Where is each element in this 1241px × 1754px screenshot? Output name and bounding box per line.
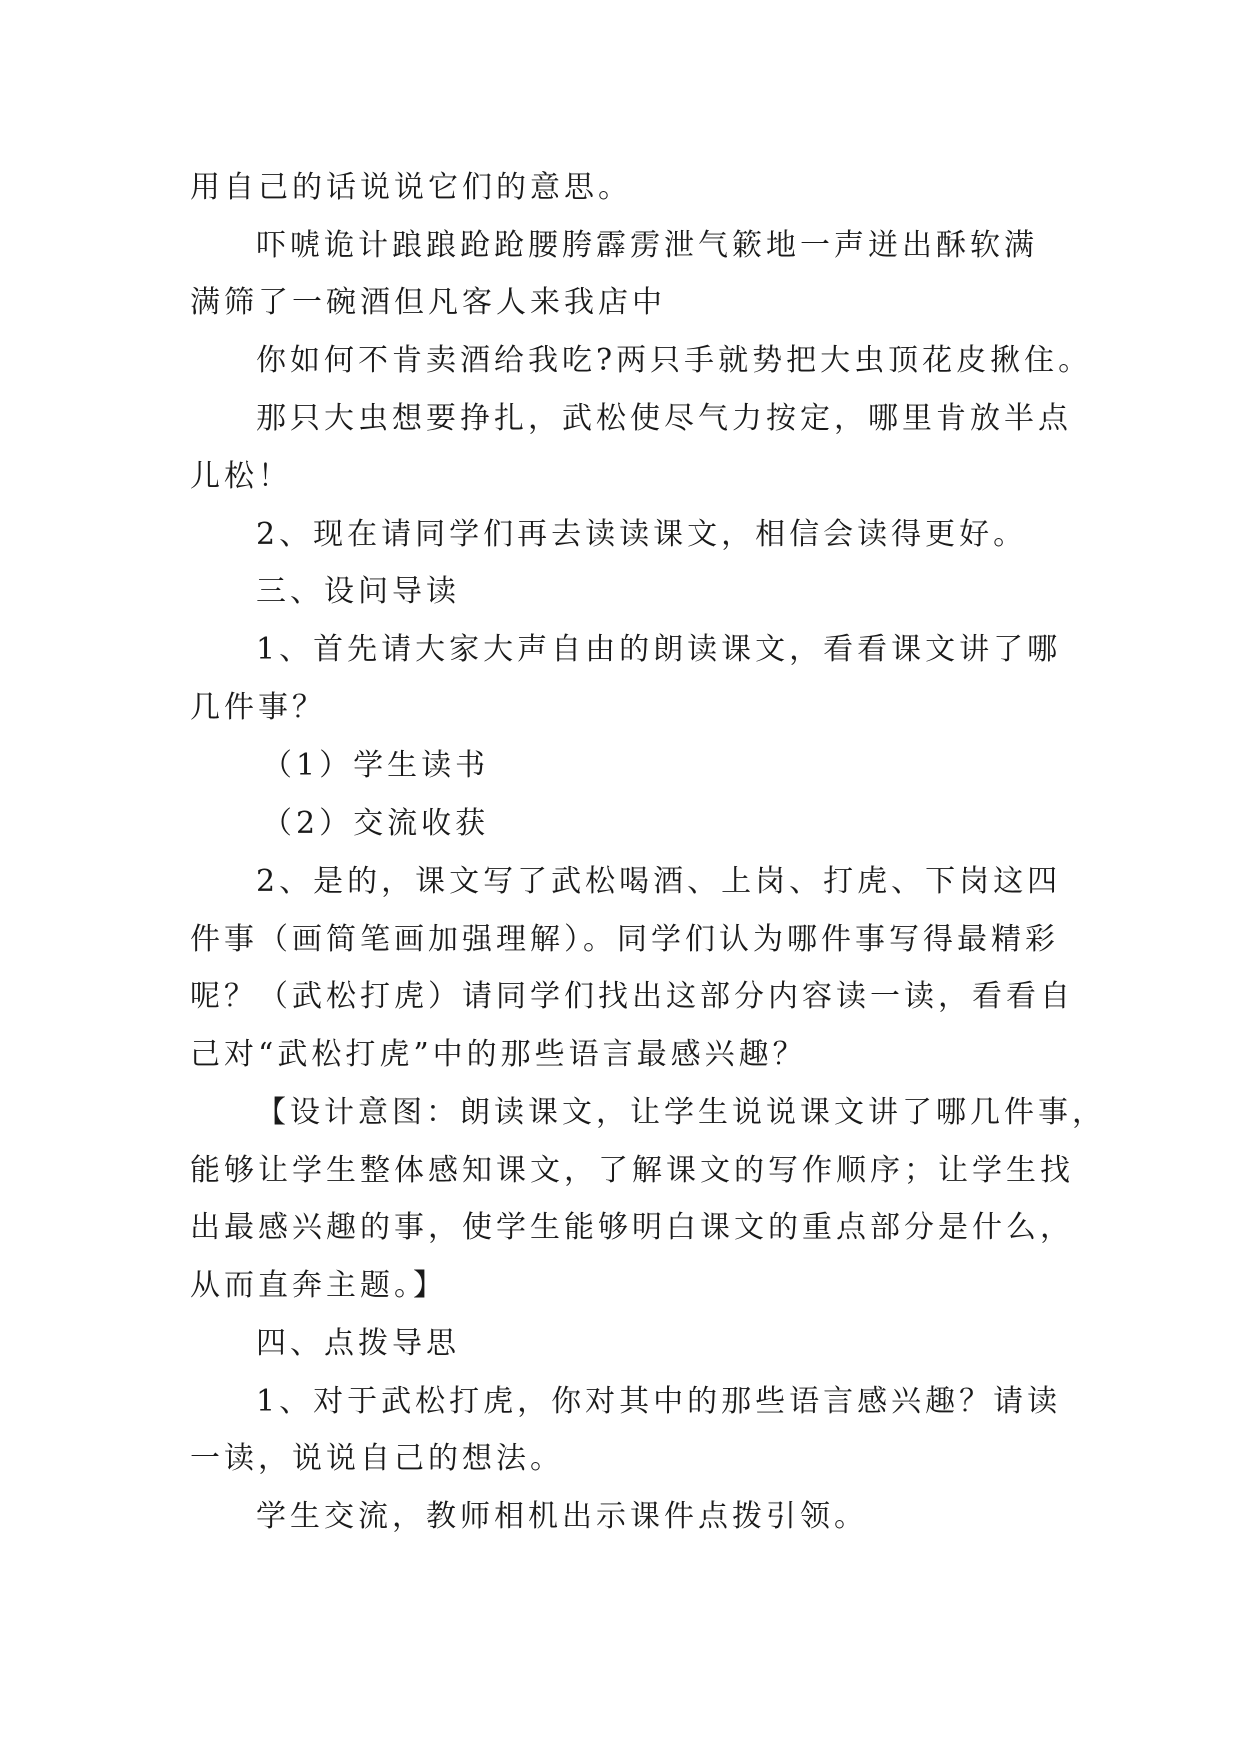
text-line-2: 吓唬诡计踉踉跄跄腰胯霹雳泄气簌地一声迸出酥软满 [256,228,1038,263]
text-line-7: 2、现在请同学们再去读读课文，相信会读得更好。 [256,517,1028,552]
text-line-9: 1、首先请大家大声自由的朗读课文，看看课文讲了哪 [256,632,1062,667]
text-line-15: 呢？（武松打虎）请同学们找出这部分内容读一读，看看自 [190,979,1074,1014]
text-line-11: （1）学生读书 [262,748,490,783]
text-line-4: 你如何不肯卖酒给我吃?两只手就势把大虫顶花皮揪住。 [256,343,1093,378]
design-intent-line-2: 能够让学生整体感知课文，了解课文的写作顺序；让学生找 [190,1153,1074,1188]
text-line-6: 儿松！ [190,459,292,494]
section-heading-3: 三、设问导读 [256,574,460,609]
design-intent-line-3: 出最感兴趣的事，使学生能够明白课文的重点部分是什么， [190,1210,1074,1245]
text-line-16: 己对“武松打虎”中的那些语言最感兴趣？ [190,1037,807,1072]
text-line-1: 用自己的话说说它们的意思。 [190,170,632,205]
text-line-13: 2、是的，课文写了武松喝酒、上岗、打虎、下岗这四 [256,864,1062,899]
section-heading-4: 四、点拨导思 [256,1326,460,1361]
text-line-22: 1、对于武松打虎，你对其中的那些语言感兴趣？请读 [256,1384,1062,1419]
text-line-14: 件事（画简笔画加强理解）。同学们认为哪件事写得最精彩 [190,922,1059,957]
text-line-24: 学生交流，教师相机出示课件点拨引领。 [256,1499,868,1534]
text-line-10: 几件事？ [190,690,326,725]
text-line-3: 满筛了一碗酒但凡客人来我店中 [190,285,666,320]
text-line-5: 那只大虫想要挣扎，武松使尽气力按定，哪里肯放半点 [256,401,1072,436]
text-line-12: （2）交流收获 [262,806,490,841]
design-intent-line-1: 【设计意图：朗读课文，让学生说说课文讲了哪几件事， [256,1095,1106,1130]
design-intent-line-4: 从而直奔主题。】 [190,1268,447,1303]
text-line-23: 一读，说说自己的想法。 [190,1441,564,1476]
